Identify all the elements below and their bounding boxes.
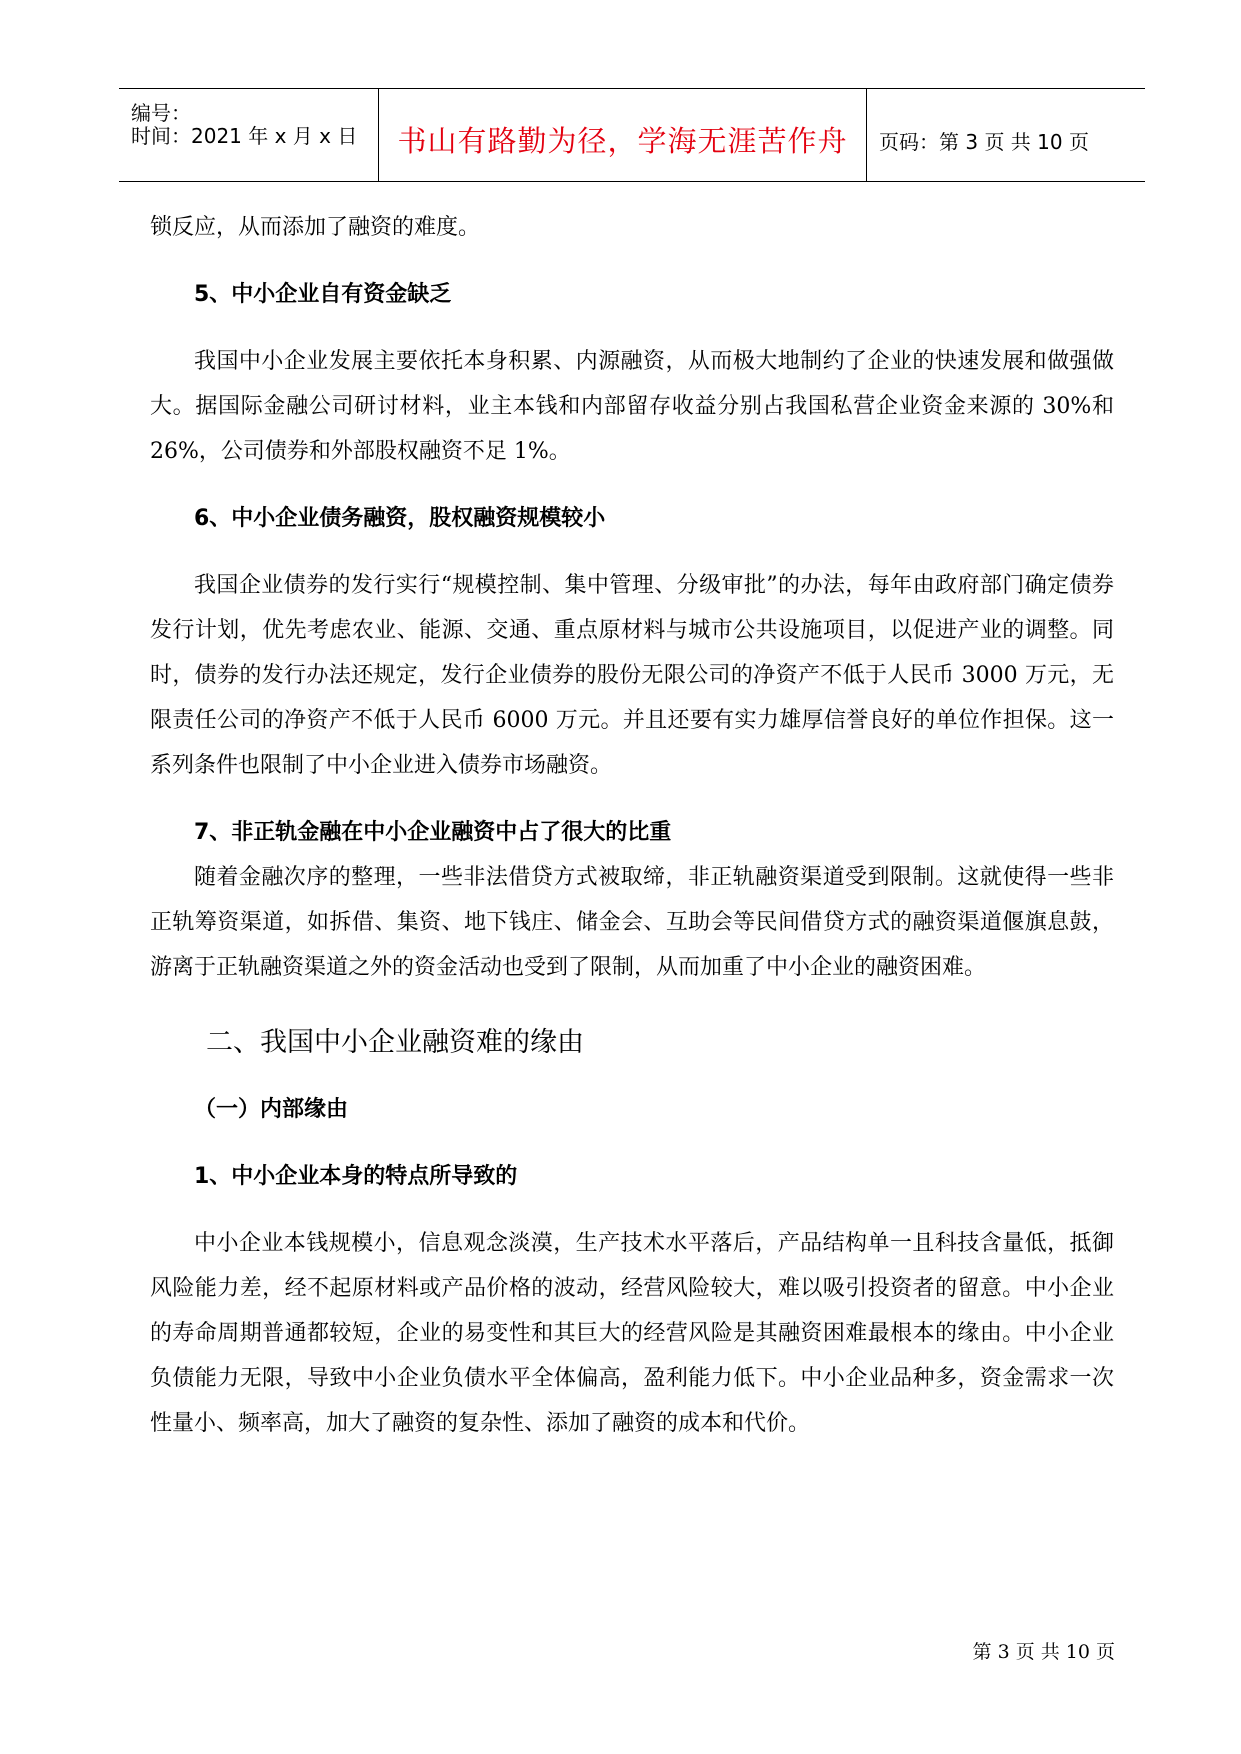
paragraph-continued: 锁反应，从而添加了融资的难度。: [150, 215, 481, 240]
paragraph-6: 我国企业债券的发行实行“规模控制、集中管理、分级审批”的办法，每年由政府部门确定债券发行计划，优先考虑农业、能源、交通、重点原材料与城市公共设施项目，以促进产业的调整。同时，债券的发行办法还规定，发行企业债券的股份无限公司的净资产不低于人民币 3000 万元，无限责任公司的净资产不低于人民币 6000 万元。并且还要有实力雄厚信誉良好的单位作担保。这一系列条件也限制了中小企业进入债券市场融资。: [150, 573, 1114, 778]
paragraph-7: 随着金融次序的整理，一些非法借贷方式被取缔，非正轨融资渠道受到限制。这就使得一些非正轨筹资渠道，如拆借、集资、地下钱庄、储金会、互助会等民间借贷方式的融资渠道偃旗息鼓，游离于正轨融资渠道之外的资金活动也受到了限制，从而加重了中小企业的融资困难。: [150, 865, 1114, 980]
header-motto: [379, 89, 867, 181]
paragraph-1: 中小企业本钱规模小，信息观念淡漠，生产技术水平落后，产品结构单一且科技含量低，抵御风险能力差，经不起原材料或产品价格的波动，经营风险较大，难以吸引投资者的留意。中小企业的寿命周期普通都较短，企业的易变性和其巨大的经营风险是其融资困难最根本的缘由。中小企业负债能力无限，导致中小企业负债水平全体偏高，盈利能力低下。中小企业品种多，资金需求一次性量小、频率高，加大了融资的复杂性、添加了融资的成本和代价。: [150, 1231, 1114, 1436]
heading-1: 1、中小企业本身的特点所导致的: [194, 1164, 518, 1189]
number-label: 编号：: [131, 101, 191, 125]
page-footer: 第 3 页 共 10 页: [972, 1641, 1115, 1663]
document-body: [150, 205, 1114, 1446]
heading-6: 6、中小企业债务融资，股权融资规模较小: [194, 506, 606, 531]
heading-5: 5、中小企业自有资金缺乏: [194, 282, 452, 307]
page-header: [119, 88, 1145, 182]
header-meta: [119, 89, 379, 181]
page-label: 页码：第 3 页 共 10 页: [879, 130, 1089, 154]
subsection-heading-1: （一）内部缘由: [194, 1097, 349, 1122]
motto-text: 书山有路勤为径，学海无涯苦作舟: [397, 124, 848, 158]
header-page: [867, 89, 1145, 181]
paragraph-5: 我国中小企业发展主要依托本身积累、内源融资，从而极大地制约了企业的快速发展和做强做大。据国际金融公司研讨材料，业主本钱和内部留存收益分别占我国私营企业资金来源的 30%和 26%，公司债券和外部股权融资不足 1%。: [150, 349, 1114, 464]
heading-7: 7、非正轨金融在中小企业融资中占了很大的比重: [194, 820, 672, 845]
section-heading-2: 二、我国中小企业融资难的缘由: [206, 1027, 584, 1058]
time-label: 时间：2021 年 x 月 x 日: [131, 124, 358, 148]
